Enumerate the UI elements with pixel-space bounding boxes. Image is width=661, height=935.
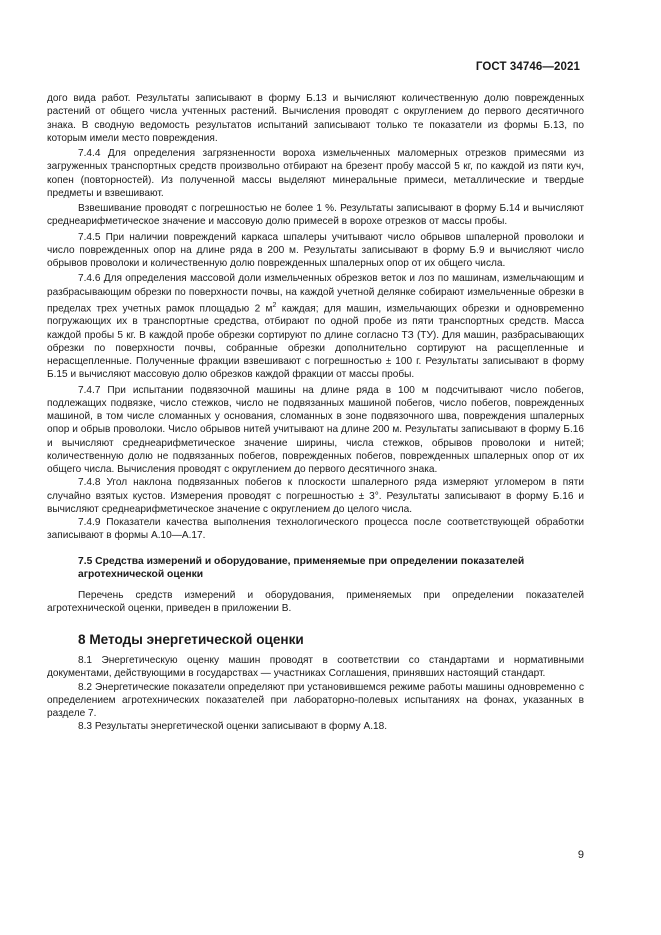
paragraph-7-4-6-part-a: 7.4.6 Для определения массовой доли измельченных обрезков веток и лоз по машинам, измельчающим и разбрасывающим обрезки по поверхности почвы, на каждой учетной делянке собирают измельченные обрезки в пределах трех учетных рамок площадью 2 м xyxy=(47,273,584,315)
paragraph-7-4-7: 7.4.7 При испытании подвязочной машины на длине ряда в 100 м подсчитывают число побегов, подлежащих подвязке, число стежков, число не подвязанных машиной побегов, число побегов, поврежденных машиной, в том числе сломанных у основания, сломанных в зоне подвязочного шва, повреждения шпалерных опор и обрыв проволоки. Число обрывов нитей учитывают на длине 200 м. Результаты записывают в форму Б.16 и вычисляют среднеарифметическое значение ширины, числа стежков, обрывов проволоки и нитей; количественную долю не подвязанных побегов, поврежденных побегов, поврежденных шпалерных опор от их общего числа. Вычисления проводят с округлением до первого десятичного знака. xyxy=(47,384,584,476)
superscript-squared: 2 xyxy=(272,301,277,309)
paragraph-7-4-6-part-b: каждая; для машин, измельчающих обрезки и одновременно погружающих их в транспортные средства, отбирают по одной пробе из пяти транспортных средств. Масса каждой пробы 5 кг. В каждой пробе обрезки сортируют по длине согласно ТЗ (ТУ). Для машин, разбрасывающих обрезки по поверхности почвы, собранные обрезки дополнительно сортируют на расщепленные и нерасщепленные. Полученные фракции взвешивают с погрешностью ± 100 г. Результаты записывают в форму Б.15 и вычисляют массовую долю обрезков каждой фракции от массы пробы. xyxy=(47,303,584,381)
paragraph-7-4-9: 7.4.9 Показатели качества выполнения технологического процесса после соответствующей обработки записывают в формы А.10—А.17. xyxy=(47,517,584,542)
paragraph-8-1: 8.1 Энергетическую оценку машин проводят в соответствии со стандартами и нормативными документами, действующими в государствах — участниках Соглашения, принявших настоящий стандарт. xyxy=(47,655,584,680)
paragraph-7-4-5: 7.4.5 При наличии повреждений каркаса шпалеры учитывают число обрывов шпалерной проволоки и число поврежденных опор на длине ряда в 200 м. Результаты записывают в форму Б.9 и вычисляют число обрывов проволоки и количественную долю поврежденных шпалерных опор от их общего числа. xyxy=(47,231,584,269)
paragraph-7-4-8: 7.4.8 Угол наклона подвязанных побегов к плоскости шпалерного ряда измеряют угломером в пяти случайно взятых кустов. Измерения проводят с погрешностью ± 3°. Результаты записывают в форму Б.16 и вычисляют среднеарифметическое значение с округлением до целого числа. xyxy=(47,477,584,515)
section-heading-7-5: 7.5 Средства измерений и оборудование, применяемые при определении показателей агротехнической оценки xyxy=(78,555,525,581)
paragraph-7-4-6 xyxy=(47,272,584,381)
paragraph-8-3: 8.3 Результаты энергетической оценки записывают в форму А.18. xyxy=(78,721,388,733)
page-body xyxy=(47,92,584,734)
paragraph: дого вида работ. Результаты записывают в форму Б.13 и вычисляют количественную долю поврежденных растений от общего числа учтенных растений. Вычисления проводят с округлением до первого десятичного знака. В сводную ведомость результатов испытаний записывают только те показатели из формы Б.13, по которым имели место повреждения. xyxy=(47,93,584,144)
document-code-header: ГОСТ 34746—2021 xyxy=(475,61,580,73)
paragraph-8-2: 8.2 Энергетические показатели определяют при установившемся режиме работы машины одновременно с определением агротехнических показателей при лабораторно-полевых испытаниях на фонах, указанных в разделе 7. xyxy=(47,681,584,720)
page-number: 9 xyxy=(577,849,584,861)
paragraph-7-4-4: 7.4.4 Для определения загрязненности вороха измельченных маломерных отрезков примесями из загруженных транспортных средств произвольно отбирают на брезент пробу массой 5 кг, по каждой из пяти куч, копен (повторностей). Из полученной массы выделяют минеральные примеси, металлические и твердые предметы и взвешивают. xyxy=(47,148,584,199)
paragraph-7-5: Перечень средств измерений и оборудования, применяемых при определении показателей агротехнической оценки, приведен в приложении В. xyxy=(47,589,584,614)
paragraph-weighing: Взвешивание проводят с погрешностью не более 1 %. Результаты записывают в форму Б.14 и вычисляют среднеарифметическое значение и массовую долю примесей в ворохе отрезков от массы пробы. xyxy=(47,203,584,228)
section-heading-8: 8 Методы энергетической оценки xyxy=(78,632,304,648)
